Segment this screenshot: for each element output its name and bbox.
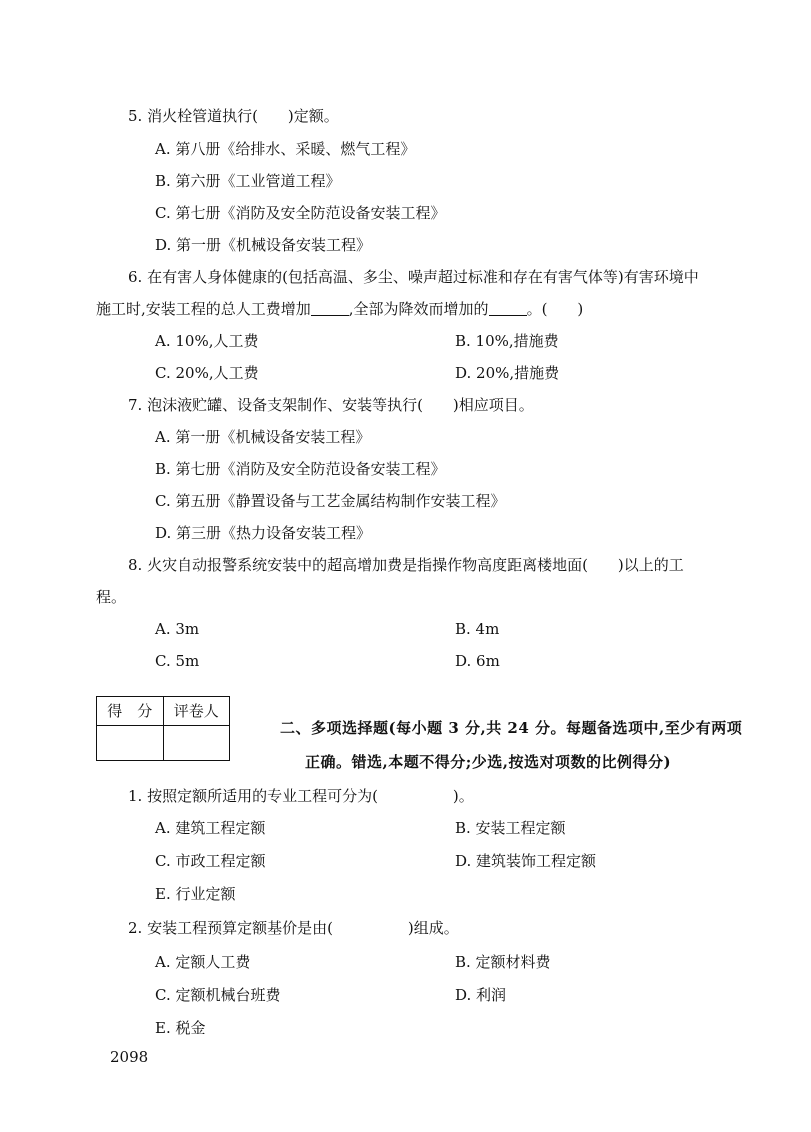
m2-option-c: C. 定额机械台班费 — [155, 986, 281, 1004]
q6-stem-part-a: 施工时,安装工程的总人工费增加 — [96, 300, 311, 318]
q5-stem: 5. 消火栓管道执行( )定额。 — [128, 107, 339, 125]
q5-option-d: D. 第一册《机械设备安装工程》 — [155, 236, 372, 254]
score-label: 得 分 — [97, 697, 164, 726]
q6-option-d: D. 20%,措施费 — [455, 364, 560, 382]
grader-label: 评卷人 — [163, 697, 230, 726]
q8-option-c: C. 5m — [155, 652, 200, 670]
q6-stem-line2 — [96, 299, 583, 319]
m2-stem: 2. 安装工程预算定额基价是由( )组成。 — [128, 919, 459, 937]
q8-stem-line2: 程。 — [96, 588, 127, 606]
m1-option-a: A. 建筑工程定额 — [155, 819, 266, 837]
q8-stem-line1: 8. 火灾自动报警系统安装中的超高增加费是指操作物高度距离楼地面( )以上的工 — [128, 556, 684, 574]
q6-option-c: C. 20%,人工费 — [155, 364, 259, 382]
m1-option-d: D. 建筑装饰工程定额 — [455, 852, 597, 870]
q7-option-c: C. 第五册《静置设备与工艺金属结构制作安装工程》 — [155, 492, 506, 510]
q5-option-c: C. 第七册《消防及安全防范设备安装工程》 — [155, 204, 446, 222]
section2-title-line2: 正确。错选,本题不得分;少选,按选对项数的比例得分) — [305, 753, 672, 771]
q6-blank-1 — [311, 301, 349, 316]
q6-blank-2 — [489, 301, 527, 316]
q8-option-d: D. 6m — [455, 652, 500, 670]
grader-cell — [163, 726, 230, 761]
m2-option-e: E. 税金 — [155, 1019, 206, 1037]
m2-option-d: D. 利润 — [455, 986, 507, 1004]
q6-option-a: A. 10%,人工费 — [155, 332, 259, 350]
m1-option-b: B. 安装工程定额 — [455, 819, 566, 837]
q6-stem-line1: 6. 在有害人身体健康的(包括高温、多尘、噪声超过标准和存在有害气体等)有害环境中 — [128, 268, 699, 286]
m2-option-b: B. 定额材料费 — [455, 953, 551, 971]
q8-option-a: A. 3m — [155, 620, 200, 638]
q6-stem-part-c: 。( ) — [526, 300, 584, 318]
q7-option-d: D. 第三册《热力设备安装工程》 — [155, 524, 372, 542]
m1-option-c: C. 市政工程定额 — [155, 852, 266, 870]
q8-option-b: B. 4m — [455, 620, 500, 638]
score-cell — [97, 726, 164, 761]
m1-stem: 1. 按照定额所适用的专业工程可分为( )。 — [128, 787, 474, 805]
q7-stem: 7. 泡沫液贮罐、设备支架制作、安装等执行( )相应项目。 — [128, 396, 534, 414]
q5-option-a: A. 第八册《给排水、采暖、燃气工程》 — [155, 140, 416, 158]
q5-option-b: B. 第六册《工业管道工程》 — [155, 172, 341, 190]
score-table — [96, 696, 230, 761]
m1-option-e: E. 行业定额 — [155, 885, 236, 903]
q7-option-a: A. 第一册《机械设备安装工程》 — [155, 428, 371, 446]
section2-title-line1: 二、多项选择题(每小题 3 分,共 24 分。每题备选项中,至少有两项 — [280, 719, 743, 737]
q6-option-b: B. 10%,措施费 — [455, 332, 559, 350]
q7-option-b: B. 第七册《消防及安全防范设备安装工程》 — [155, 460, 446, 478]
m2-option-a: A. 定额人工费 — [155, 953, 251, 971]
page-number: 2098 — [110, 1048, 149, 1066]
q6-stem-part-b: ,全部为降效而增加的 — [348, 300, 489, 318]
